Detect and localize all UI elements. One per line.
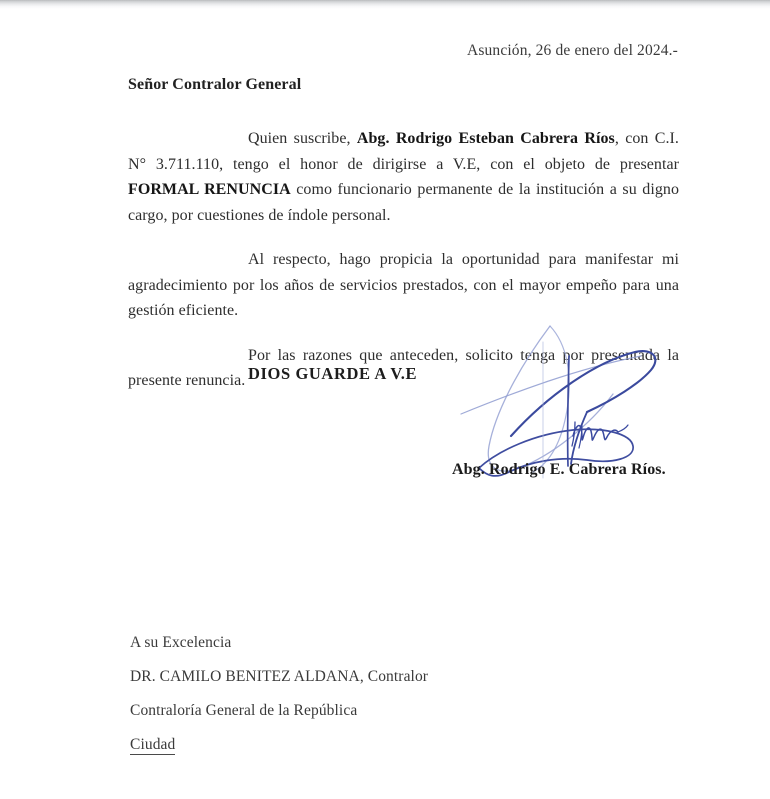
signer-name: Abg. Rodrigo E. Cabrera Ríos.: [452, 461, 666, 478]
footer-line-contralor: DR. CAMILO BENITEZ ALDANA, Contralor: [130, 668, 429, 685]
footer-line-institution: Contraloría General de la República: [130, 702, 358, 719]
closing-line: DIOS GUARDE A V.E: [248, 364, 418, 383]
paragraph-1: Quien suscribe, Abg. Rodrigo Esteban Cabrera Ríos, con C.I. N° 3.711.110, tengo el honor de dirigirse a V.E, con el objeto de presentar FORMAL RENUNCIA como funcionario permanente de la institución a su digno cargo, por cuestiones de índole personal.: [128, 130, 679, 224]
footer-line-excellency: A su Excelencia: [130, 634, 232, 651]
salutation-heading: Señor Contralor General: [128, 76, 302, 93]
paragraph-2: Al respecto, hago propicia la oportunidad para manifestar mi agradecimiento por los años de servicios prestados, con el mayor empeño para una gestión eficiente.: [128, 251, 679, 319]
footer-line-city: [130, 728, 630, 762]
recipient-footer: [130, 626, 630, 762]
paragraph-3: Por las razones que anteceden, solicito tenga por presentada la presente renuncia.: [128, 346, 679, 389]
date-line: Asunción, 26 de enero del 2024.-: [467, 42, 678, 59]
city-label: Ciudad: [130, 736, 176, 753]
